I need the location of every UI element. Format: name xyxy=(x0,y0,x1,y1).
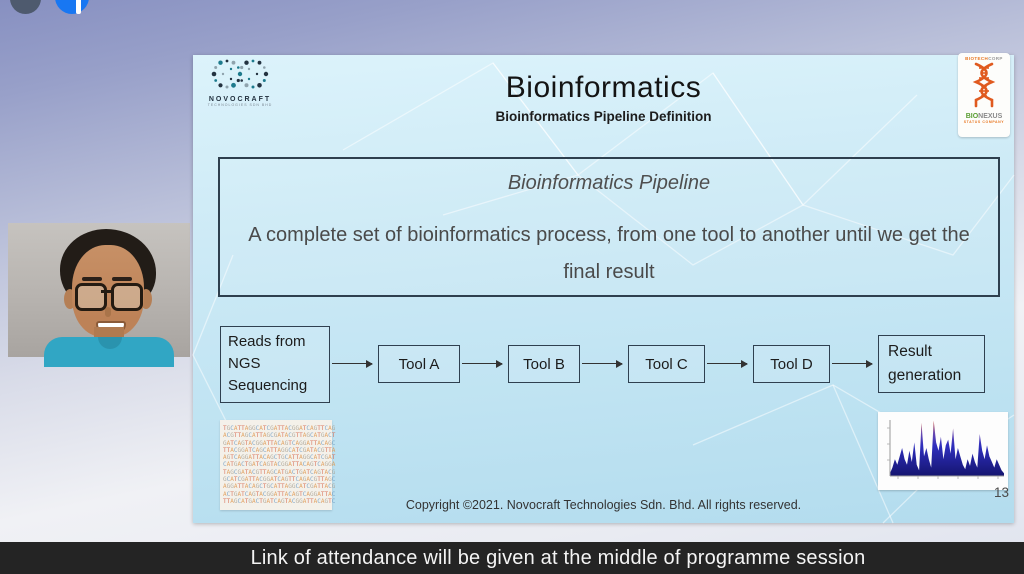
flow-arrow xyxy=(332,363,372,364)
coverage-chart-image xyxy=(878,412,1008,490)
pipeline-node-tool-b: Tool B xyxy=(508,345,580,383)
pipeline-node-tool-a: Tool A xyxy=(378,345,460,383)
definition-box xyxy=(218,157,1000,297)
caption-text: Link of attendance will be given at the middle of programme session xyxy=(250,546,866,569)
slide-subtitle: Bioinformatics Pipeline Definition xyxy=(495,109,712,124)
presenter-webcam[interactable] xyxy=(8,223,190,357)
flow-arrow xyxy=(582,363,622,364)
presenter-nose xyxy=(105,307,111,317)
facebook-f-stem-icon xyxy=(76,0,81,14)
pipeline-node-reads: Reads from NGS Sequencing xyxy=(220,326,330,403)
flow-arrow xyxy=(707,363,747,364)
slide-title: Bioinformatics xyxy=(505,71,702,104)
definition-heading: Bioinformatics Pipeline xyxy=(507,172,711,194)
caption-bar xyxy=(0,542,1024,574)
copyright-text: Copyright ©2021. Novocraft Technologies Sdn. Bhd. All rights reserved. xyxy=(405,498,802,512)
flow-arrow xyxy=(832,363,872,364)
presenter-shirt xyxy=(44,337,174,367)
novocraft-wordmark: NOVOCRAFT xyxy=(208,96,272,103)
biotechcorp-wordmark: BIOTECHCORP xyxy=(965,56,1003,61)
presenter-shirt-collar xyxy=(98,337,122,349)
flow-arrow xyxy=(462,363,502,364)
page-number: 13 xyxy=(993,485,1009,500)
glasses-lens xyxy=(111,283,143,311)
pipeline-node-result: Result generation xyxy=(878,335,985,393)
presenter-eyebrow xyxy=(112,277,132,281)
sequence-reads-image: TGCATTAGGCATCGATTACGGATCAGTTCAG ACGTTAGCATTAGCGATACGTTAGCATGACT GATCAGTACGGATTACAGTCAGGATTACAGC TTACGGATCAGCATTAGGCATCGATACGTTA AGTCAGGATTACAGCTGCATTAGGCATCGAT CATGACTGATCAGTACGGATTACAGTCAGGA TAGCGATACGTTAGCATGACTGATCAGTACG GCATCGATTACGGATCAGTTCAGACGTTAGC AGGATTACAGCTGCATTAGGCATCGATTACG ACTGATCAGTACGGATTACAGTCAGGATTAC TTAGCATGACTGATCAGTACGGATTACAGTC xyxy=(220,420,332,510)
novocraft-subtext: TECHNOLOGIES SDN BHD xyxy=(207,103,273,107)
facebook-icon[interactable] xyxy=(55,0,89,14)
bionexus-wordmark: BIONEXUS xyxy=(965,113,1003,120)
glasses-lens xyxy=(75,283,107,311)
pipeline-node-tool-d: Tool D xyxy=(753,345,830,383)
pipeline-node-tool-c: Tool C xyxy=(628,345,705,383)
glasses-icon xyxy=(75,283,139,307)
presentation-slide[interactable] xyxy=(193,55,1014,523)
definition-body: A complete set of bioinformatics process, from one tool to another until we get the final result xyxy=(248,224,970,283)
stream-overlay-dark-circle-icon[interactable] xyxy=(10,0,41,14)
glasses-bridge xyxy=(101,290,111,293)
bionexus-status-text: STATUS COMPANY xyxy=(963,120,1005,124)
presenter-eyebrow xyxy=(82,277,102,281)
presenter-face xyxy=(72,245,144,337)
